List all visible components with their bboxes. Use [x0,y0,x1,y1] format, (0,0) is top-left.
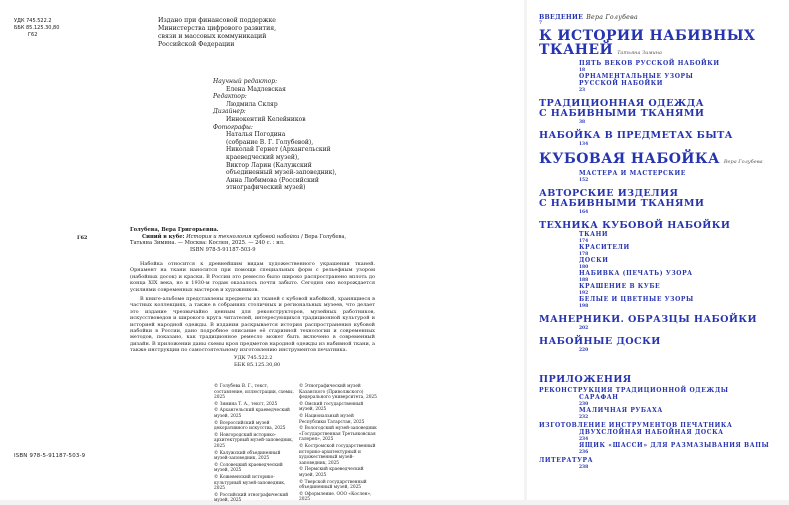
copyright-line: © Этнографический музей Казанского (Приволжского) федерального университета, 2025 [299,384,377,401]
page-number: 164 [579,209,589,215]
credit-name: краеведческий музей), [226,153,300,161]
toc-sections [539,30,779,353]
copyright-line: © Соловецкий краеведческий музей, 2025 [214,462,283,474]
toc-section-title-text: НАБОЙНЫЕ ДОСКИ [539,335,661,347]
copyright-column-1 [214,384,294,505]
toc-section-author: Татьяна Зимина [617,49,663,56]
appendix-item[interactable]: САРАФАН [579,393,619,401]
copyright-line: © Кожевенский историко-культурный музей-заповедник, 2025 [214,474,286,492]
udk-line: УДК 745.522.2 [14,18,52,24]
udk-top-block [14,18,94,39]
credit-role: Фотографы: [213,123,253,131]
page-number: 238 [579,464,589,470]
toc-subsection-title[interactable]: ПЯТЬ ВЕКОВ РУССКОЙ НАБОЙКИ [579,60,720,67]
catalog-imprint: Татьяна Зимина. — Москва: Кослен, 2025. — 240 с. : ил. [130,240,285,247]
toc-section [539,131,779,147]
appendix-item[interactable]: ЛИТЕРАТУРА [539,456,594,464]
copyright-line: © Национальный музей Республики Татарстан, 2025 [299,413,365,425]
toc-section-title[interactable] [539,153,779,170]
toc-section-title-text: ТРАДИЦИОННАЯ ОДЕЖДА [539,98,704,109]
support-line: Издано при финансовой поддержке [158,17,276,24]
table-of-contents [539,14,779,470]
toc-subsection-title[interactable]: МАСТЕРА И МАСТЕРСКИЕ [579,169,686,177]
toc-section-title-text: ТКАНЕЙ [539,41,614,58]
page-number: 192 [579,290,589,296]
page-number: 178 [579,251,589,257]
catalog-card [130,227,375,253]
credit-name: Людмила Скляр [226,100,278,108]
toc-section-title[interactable] [539,315,779,325]
toc-subsection-title[interactable]: БЕЛЫЕ И ЦВЕТНЫЕ УЗОРЫ [579,295,694,303]
toc-subsection-title[interactable]: ОРНАМЕНТАЛЬНЫЕ УЗОРЫ [579,73,694,80]
catalog-title-bold: Синий в кубе: [142,233,185,240]
catalog-isbn: ISBN 978-5-91187-503-9 [190,246,256,253]
page-number: 188 [579,277,589,283]
credit-name: Николай Гернет (Архангельский [226,146,331,154]
support-line: связи и массовых коммуникаций [158,33,267,40]
copyright-line: © Всероссийский музей декоративного искусства, 2025 [214,420,286,432]
toc-section-title-text: К ИСТОРИИ НАБИВНЫХ [539,28,756,44]
page-number: 234 [579,436,589,442]
copyright-line: © Тверской государственный объединенный музей, 2025 [299,479,367,491]
toc-subsection-title[interactable]: КРАСИТЕЛИ [579,243,630,251]
toc-section-title[interactable] [539,199,779,209]
appendix-item[interactable]: РЕКОНСТРУКЦИЯ ТРАДИЦИОННОЙ ОДЕЖДЫ [539,386,729,394]
right-page-toc [527,0,789,500]
toc-appendix [539,375,779,470]
page-number: 7 [539,21,543,26]
toc-section-title-text: МАНЕРНИКИ. ОБРАЗЦЫ НАБОЙКИ [539,313,757,325]
toc-section-author: Вера Голубева [723,159,763,165]
udk-line: ББК 85.125.30,80 [14,25,60,31]
toc-section-title[interactable] [539,221,779,231]
toc-intro-label: ВВЕДЕНИЕ [539,14,584,21]
udk-line: ББК 85.125.30,80 [234,361,281,368]
toc-section-title[interactable] [539,109,779,119]
page-number: 198 [579,303,589,309]
page-number: 23 [579,88,586,93]
credits-block [213,78,413,192]
credit-role: Научный редактор: [213,78,278,85]
credit-name: Иннокентий Келейников [226,115,306,123]
toc-section-title-text: С НАБИВНЫМИ ТКАНЯМИ [539,197,705,209]
copyright-column-2 [299,384,379,504]
page-number: 236 [579,449,589,455]
toc-section [539,221,779,309]
support-line: Российской Федерации [158,41,235,48]
appendix-title[interactable]: ПРИЛОЖЕНИЯ [539,373,632,385]
toc-section-title-text: КУБОВАЯ НАБОЙКА [539,151,720,167]
udk-line: УДК 745.522.2 [234,355,273,361]
catalog-title [130,234,375,241]
toc-section [539,99,779,125]
toc-section [539,153,779,183]
abstract-paragraph: Набойка относится к древнейшим видам художественного украшения тканей. Орнамент на ткани наносится при помощи специальных форм с рельефным узором (набойных досок) и краски. В России это ремесло было широко распространено вплоть до конца XIX века, но к 1930-м годам оказалось почти забыто. Сегодня оно возрождается усилиями современных мастеров и художников. [130,261,375,293]
credit-name: Виктор Ларин (Калужский [226,161,312,169]
toc-subsection-title[interactable]: ДОСКИ [579,256,609,264]
page-number: 232 [579,414,589,420]
credit-name: Елена Мадлевская [226,85,286,93]
toc-section [539,337,779,353]
catalog-udk [234,355,280,369]
udk-line: Г62 [28,32,38,38]
appendix-item[interactable]: МАЛИЧНАЯ РУБАХА [579,406,663,414]
catalog-author: Голубева, Вера Григорьевна. [130,227,219,233]
credit-name: Наталья Погодина [226,131,286,139]
toc-intro[interactable] [539,14,779,21]
toc-section-title[interactable] [539,41,779,61]
page-number: 202 [579,325,589,331]
toc-section [539,315,779,331]
copyright-line: © Новгородский историко-архитектурный музей-заповедник, 2025 [214,432,294,449]
toc-subsection-title[interactable]: ТКАНИ [579,230,609,238]
page-number: 134 [579,142,589,147]
copyright-line: © Оформление. ООО «Кослен», 2025 [299,491,372,503]
copyright-line: © Омский государственный музей, 2025 [299,401,364,413]
toc-intro-author: Вера Голубева [586,14,639,21]
credit-name: этнографический музей) [226,184,306,192]
copyright-line: © Архангельский краеведческий музей, 2025 [214,408,290,419]
credit-name: (собрание В. Г. Голубевой), [226,138,314,146]
copyright-line: © Калужский объединенный музей-заповедник, 2025 [214,450,281,462]
catalog-title-tail: / Вера Голубева, [299,233,347,240]
copyright-line: © Российский этнографический музей, 2025 [214,492,289,504]
credit-name: объединенный музей-заповедник), [226,169,337,177]
toc-section-title[interactable] [539,131,779,141]
page-number: 38 [579,120,586,125]
page-number: 174 [579,238,589,244]
copyright-line: © Зимина Т. А., текст, 2025 [214,401,278,407]
toc-subsection-title[interactable]: КРАШЕНИЕ В КУБЕ [579,282,661,290]
page-number: 152 [579,177,589,183]
catalog-title-rest: История и технология кубовой набойки [186,233,300,240]
support-notice [158,17,358,49]
copyright-line: © Голубева В. Г., текст, составление, иллюстрации, схемы, 2025 [214,384,294,401]
support-line: Министерства цифрового развития, [158,25,277,32]
copyright-line: © Вологодский музей-заповедник «Государственная Третьяковская галерея», 2025 [299,426,377,443]
toc-section-title-text: С НАБИВНЫМИ ТКАНЯМИ [539,108,705,119]
credit-name: Анна Любимова (Российский [226,176,319,184]
isbn-bottom: ISBN 978-5-91187-503-9 [14,453,86,459]
appendix-item[interactable]: ЯЩИК «ШАССИ» ДЛЯ РАЗМАЗЫВАНИЯ ВАПЫ [579,441,770,449]
toc-section-title-text: ТЕХНИКА КУБОВОЙ НАБОЙКИ [539,219,731,231]
credit-role: Редактор: [213,93,247,101]
abstract-paragraph: В книге-альбоме представлены предметы из тканей с кубовой набойкой, хранящиеся в частных коллекциях, а также в собраниях столичных и региональных музеев, что делает это издание чрезвычайно ценным для реконструкторов, музейных работников, искусствоведов и широкого круга читателей, интересующихся традиционной культурой и историей народной одежды. В издании раскрывается история распространения кубовой набойки в России, дано подробное описание её старинной технологии и современных методов, показано, как традиционное ремесло может быть включено в современный дизайн. В приложении даны схемы кроя предметов народной одежды из набивной ткани, а также инструкции по самостоятельному изготовлению инструментов печатника. [130,296,375,354]
page-number: 18 [579,68,586,73]
toc-section-title-text: АВТОРСКИЕ ИЗДЕЛИЯ [539,187,679,199]
appendix-item[interactable]: ИЗГОТОВЛЕНИЕ ИНСТРУМЕНТОВ ПЕЧАТНИКА [539,421,733,429]
toc-section-title[interactable] [539,337,779,347]
page-number: 180 [579,264,589,270]
abstract [130,261,375,354]
page-number: 220 [579,347,589,353]
page-number: 230 [579,401,589,407]
appendix-item[interactable]: ДВУХСЛОЙНАЯ НАБОЙНАЯ ДОСКА [579,428,724,436]
credit-role: Дизайнер: [213,108,246,116]
toc-section [539,30,779,93]
toc-subsection-title[interactable]: РУССКОЙ НАБОЙКИ [579,80,664,87]
catalog-code: Г62 [77,235,88,241]
toc-section-title-text: НАБОЙКА В ПРЕДМЕТАХ БЫТА [539,130,733,141]
copyright-line: © Костромской государственный историко-архитектурный и художественный музей-заповедник, 2025 [299,443,376,466]
toc-section [539,189,779,215]
toc-subsection-title[interactable]: НАБИВКА (ПЕЧАТЬ) УЗОРА [579,269,693,277]
copyright-line: © Пермский краеведческий музей, 2025 [299,467,364,478]
